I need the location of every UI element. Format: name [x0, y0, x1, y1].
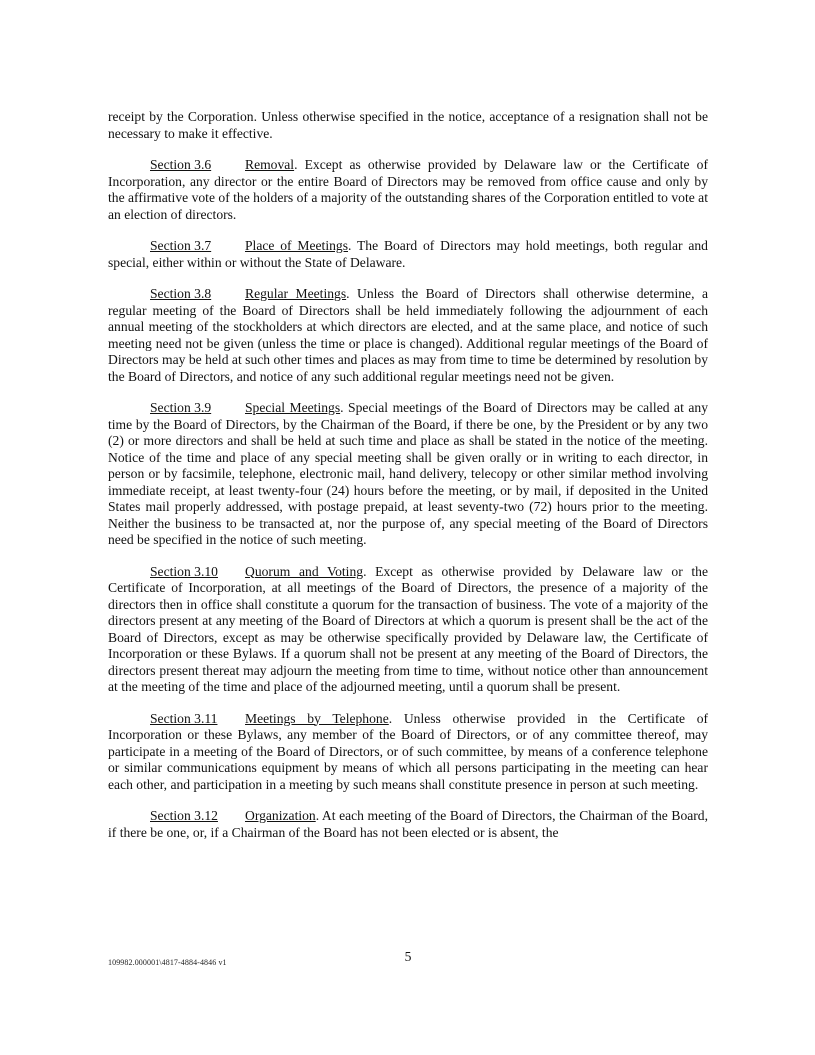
section-title: Regular Meetings	[245, 286, 347, 301]
section-number	[150, 400, 245, 417]
section-number-text: Section 3.7	[150, 238, 212, 253]
section-title: Meetings by Telephone	[245, 710, 389, 726]
page-number: 5	[404, 949, 412, 964]
section-number	[150, 157, 245, 174]
section-separator: .	[348, 238, 357, 253]
section-number-text: Section 3.8	[150, 286, 212, 301]
section-title: Organization	[245, 808, 316, 823]
section-title: Place of Meetings	[245, 238, 348, 253]
section-separator: .	[363, 563, 376, 579]
section-3-8-paragraph	[108, 286, 708, 385]
section-body: Unless the Board of Directors shall otherwise determine, a regular meeting of the Board of Directors shall be held immediately following the adjournment of each annual meeting of the stockholders at which directors are elected, and at the same place, and notice of such meeting need not be given (unless the time or place is changed). Additional regular meetings of the Board of Directors may be held at such other times and places as may from time to time be determined by resolution by the Board of Directors, and notice of any such additional regular meetings need not be given.	[108, 286, 708, 384]
section-body: Unless otherwise provided in the Certificate of Incorporation or these Bylaws, any member of the Board of Directors, or of any committee thereof, may participate in a meeting of the Board of Directors, or of such committee, by means of a conference telephone or similar communications equipment by means of which all persons participating in the meeting can hear each other, and participation in a meeting by such means shall constitute presence in person at such meeting.	[108, 710, 709, 792]
section-3-12-paragraph	[108, 808, 708, 841]
document-id: 109982.000001\4817-4884-4846 v1	[108, 958, 227, 967]
section-number-text: Section 3.12	[150, 808, 218, 823]
section-number	[150, 564, 245, 581]
section-title: Removal	[245, 157, 295, 172]
section-body: Except as otherwise provided by Delaware law or the Certificate of Incorporation, any director or the entire Board of Directors may be removed from office cause and only by the affirmative vote of the holders of a majority of the outstanding shares of the Corporation entitled to vote at an election of directors.	[108, 157, 708, 222]
section-body: Except as otherwise provided by Delaware law or the Certificate of Incorporation, at all meetings of the Board of Directors, the presence of a majority of the directors then in office shall constitute a quorum for the transaction of business. The vote of a majority of the directors present at any meeting of the Board of Directors at which a quorum is present shall be the act of the Board of Directors, except as may be otherwise specifically provided by Delaware law, the Certificate of Incorporation or these Bylaws. If a quorum shall not be present at any meeting of the Board of Directors, the directors present thereat may adjourn the meeting from time to time, without notice other than announcement at the meeting of the time and place of the adjourned meeting, until a quorum shall be present.	[108, 563, 709, 694]
section-body: At each meeting of the Board of Directors, the Chairman of the Board, if there be one, or, if a Chairman of the Board has not been elected or is absent, the	[108, 808, 709, 840]
section-number	[150, 238, 245, 255]
section-title: Special Meetings	[245, 400, 341, 415]
page-footer	[108, 949, 708, 969]
section-3-11-paragraph	[108, 711, 708, 794]
section-number-text: Section 3.9	[150, 400, 212, 415]
section-number	[150, 808, 245, 825]
section-number	[150, 711, 245, 728]
section-separator: .	[294, 157, 305, 172]
section-number	[150, 286, 245, 303]
section-separator: .	[315, 808, 322, 823]
section-3-6-paragraph	[108, 157, 708, 223]
section-separator: .	[340, 400, 349, 415]
section-3-9-paragraph	[108, 400, 708, 549]
section-3-10-paragraph	[108, 564, 708, 696]
section-number-text: Section 3.10	[150, 563, 218, 579]
section-number-text: Section 3.11	[150, 710, 218, 726]
section-separator: .	[346, 286, 358, 301]
paragraph-resignation-continuation: receipt by the Corporation. Unless otherwise specified in the notice, acceptance of a resignation shall not be necessary to make it effective.	[108, 109, 708, 141]
section-body: The Board of Directors may hold meetings, both regular and special, either within or without the State of Delaware.	[108, 238, 708, 270]
section-title: Quorum and Voting	[245, 563, 364, 579]
section-number-text: Section 3.6	[150, 157, 212, 172]
page-body	[108, 109, 708, 856]
section-separator: .	[388, 710, 404, 726]
section-3-7-paragraph	[108, 238, 708, 271]
section-body: Special meetings of the Board of Directors may be called at any time by the Board of Directors, by the Chairman of the Board, if there be one, by the President or by any two (2) or more directors and shall be held at such time and place as shall be stated in the notice of the meeting. Notice of the time and place of any special meeting shall be given orally or in writing to each director, in person or by facsimile, telephone, electronic mail, hand delivery, telecopy or other similar method involving immediate receipt, at least twenty-four (24) hours before the meeting, or by mail, if deposited in the United States mail properly addressed, with postage prepaid, at least seventy-two (72) hours prior to the meeting. Neither the business to be transacted at, nor the purpose of, any special meeting of the Board of Directors need be specified in the notice of such meeting.	[108, 400, 708, 547]
